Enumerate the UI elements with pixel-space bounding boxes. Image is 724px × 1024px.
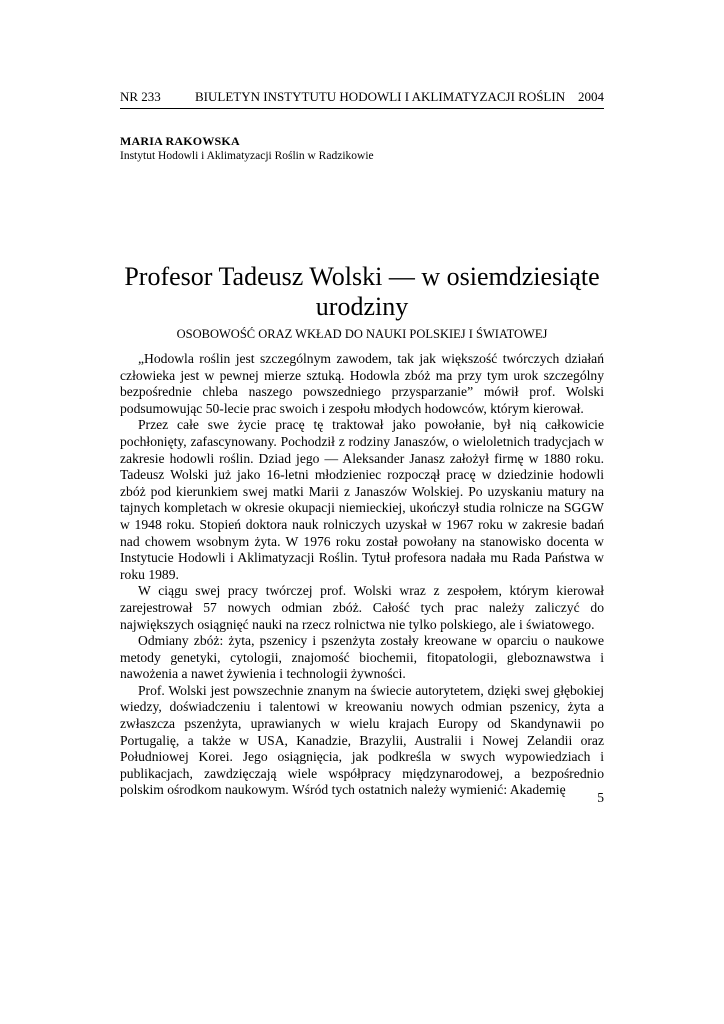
author-affiliation: Instytut Hodowli i Aklimatyzacji Roślin w Radzikowie <box>120 150 374 162</box>
running-header <box>120 88 604 106</box>
article-title: Profesor Tadeusz Wolski — w osiemdziesiąte urodziny <box>124 262 600 321</box>
body-paragraph: „Hodowla roślin jest szczególnym zawodem, tak jak większość twórczych działań człowieka jest w pewnej mierze sztuką. Hodowla zbóż ma przy tym urok szczególny bezpośrednie chleba naszego powszedniego przysparzanie” mówił prof. Wolski podsumowując 50-lecie prac swoich i zespołu młodych hodowców, którym kierował. <box>120 351 604 416</box>
header-divider <box>120 108 604 109</box>
page-number: 5 <box>597 790 604 805</box>
article-body <box>120 351 604 799</box>
journal-name: BIULETYN INSTYTUTU HODOWLI I AKLIMATYZACJI ROŚLIN <box>195 89 566 104</box>
publication-year: 2004 <box>578 89 604 104</box>
body-paragraph: W ciągu swej pracy twórczej prof. Wolski wraz z zespołem, którym kierował zarejestrował 57 nowych odmian zbóż. Całość tych prac należy zaliczyć do największych osiągnięć nauki na rzecz rolnictwa nie tylko polskiego, ale i światowego. <box>120 583 604 632</box>
article-subtitle: OSOBOWOŚĆ ORAZ WKŁAD DO NAUKI POLSKIEJ I ŚWIATOWEJ <box>176 327 548 341</box>
body-paragraph: Prof. Wolski jest powszechnie znanym na świecie autorytetem, dzięki swej głębokiej wiedzy, doświadczeniu i talentowi w kreowaniu nowych odmian pszenicy, żyta a zwłaszcza pszenżyta, uprawianych w wielu krajach Europy od Skandynawii po Portugalię, a także w USA, Kanadzie, Brazylii, Australii i Nowej Zelandii oraz Południowej Korei. Jego osiągnięcia, jak podkreśla w swych wypowiedziach i publikacjach, zawdzięczają wiele współpracy międzynarodowej, a bezpośrednio polskim ośrodkom naukowym. Wśród tych ostatnich należy wymienić: Akademię <box>120 682 604 798</box>
issue-number: NR 233 <box>120 89 161 104</box>
body-paragraph: Odmiany zbóż: żyta, pszenicy i pszenżyta zostały kreowane w oparciu o naukowe metody genetyki, cytologii, znajomość biochemii, fitopatologii, gleboznawstwa i nawożenia a nawet żywienia i technologii żywności. <box>120 633 604 682</box>
author-name: MARIA RAKOWSKA <box>120 134 240 148</box>
author-block <box>120 134 604 163</box>
body-paragraph: Przez całe swe życie pracę tę traktował jako powołanie, był nią całkowicie pochłonięty, zafascynowany. Pochodził z rodziny Janaszów, o wieloletnich tradycjach w zakresie hodowli roślin. Dziad jego — Aleksander Janasz założył firmę w 1880 roku. Tadeusz Wolski już jako 16-letni młodzieniec rozpoczął pracę w dziedzinie hodowli zbóż pod kierunkiem swej matki Marii z Janaszów Wolskiej. Po uzyskaniu matury na tajnych kompletach w okresie okupacji niemieckiej, ukończył studia rolnicze na SGGW w 1948 roku. Stopień doktora nauk rolniczych uzyskał w 1967 roku w zakresie badań nad chowem wsobnym żyta. W 1976 roku został powołany na stanowisko docenta w Instytucie Hodowli i Aklimatyzacji Roślin. Tytuł profesora nadała mu Rada Państwa w roku 1989. <box>120 417 604 582</box>
